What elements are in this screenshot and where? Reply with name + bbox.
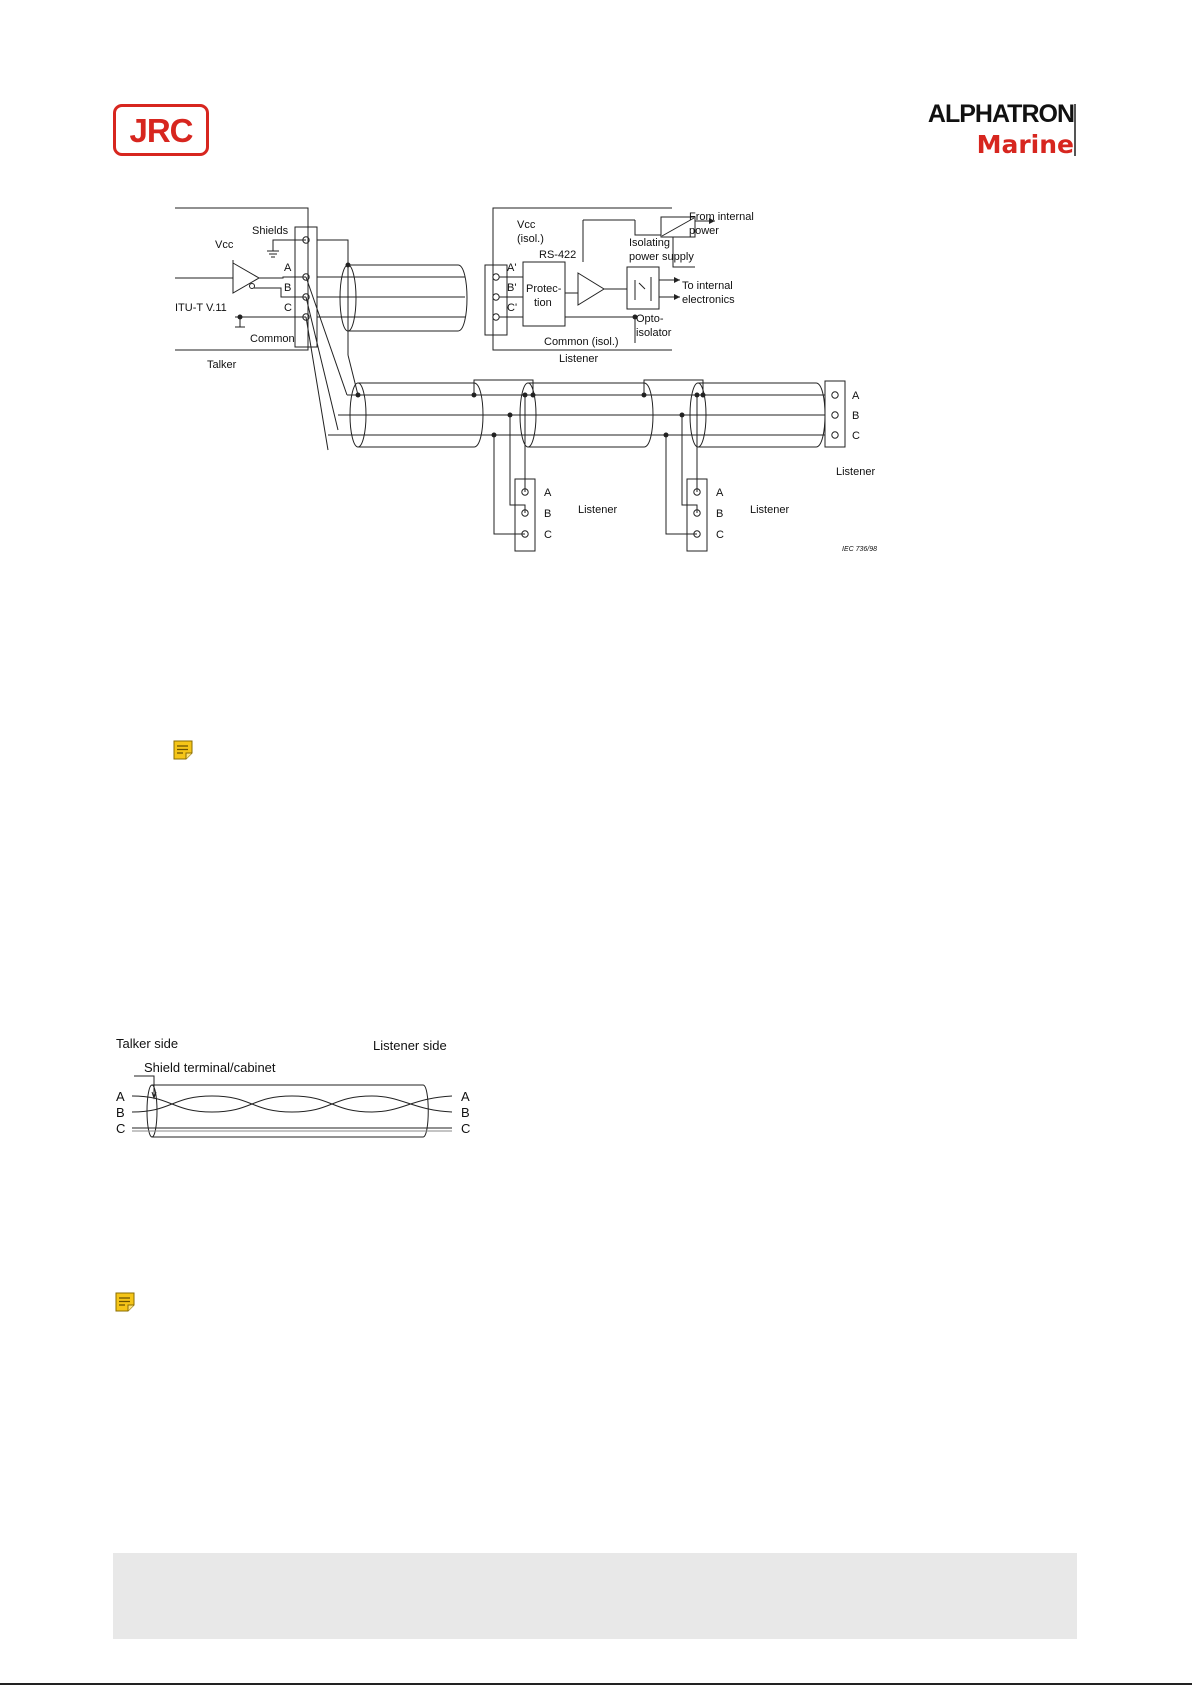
label-isol: (isol.) <box>517 233 544 245</box>
label-isolator: isolator <box>636 327 672 339</box>
jrc-logo <box>113 104 209 156</box>
label-a-left: A <box>116 1089 125 1104</box>
label-power-supply: power supply <box>629 251 694 263</box>
label-listener-end: Listener <box>836 466 876 478</box>
label-itu-t-v11: ITU-T V.11 <box>175 302 227 314</box>
label-a-right: A <box>461 1089 470 1104</box>
label-b-drop2: B <box>716 508 724 520</box>
label-shields: Shields <box>252 225 289 237</box>
label-tion: tion <box>534 297 552 309</box>
label-iec-ref: IEC 736/98 <box>842 546 878 553</box>
label-listener-drop1: Listener <box>578 504 618 516</box>
label-from-internal: From internal <box>689 211 754 223</box>
label-b-talker: B <box>284 282 292 294</box>
label-b-left: B <box>116 1105 125 1120</box>
alphatron-logo-brand: ALPHATRON <box>927 100 1074 128</box>
alphatron-logo-sub: Marine <box>976 130 1074 159</box>
jrc-logo-text: JRC <box>129 111 193 149</box>
label-common-isol: Common (isol.) <box>544 336 619 348</box>
label-rs422: RS-422 <box>539 249 577 261</box>
label-b-right: B <box>461 1105 470 1120</box>
label-talker: Talker <box>207 359 237 371</box>
note-icon <box>172 739 194 761</box>
label-vcc-listener: Vcc <box>517 219 536 231</box>
itu-v11-wiring-diagram <box>175 205 895 565</box>
label-b-end: B <box>852 410 860 422</box>
label-c-end: C <box>852 430 860 442</box>
page-footer <box>113 1553 1077 1639</box>
logo-divider <box>1074 104 1076 156</box>
label-b-prime: B' <box>507 282 517 294</box>
alphatron-marine-logo <box>928 100 1074 160</box>
label-talker-side: Talker side <box>116 1036 179 1051</box>
label-c-prime: C' <box>507 302 518 314</box>
label-listener-drop2: Listener <box>750 504 790 516</box>
label-vcc-talker: Vcc <box>215 239 234 251</box>
label-c-drop2: C <box>716 529 724 541</box>
label-c-left: C <box>116 1121 126 1136</box>
label-c-right: C <box>461 1121 471 1136</box>
label-isolating: Isolating <box>629 237 670 249</box>
label-common: Common <box>250 333 295 345</box>
label-c-drop1: C <box>544 529 552 541</box>
note-icon <box>114 1291 136 1313</box>
label-opto: Opto- <box>636 313 664 325</box>
label-electronics: electronics <box>682 294 735 306</box>
label-a-end: A <box>852 390 860 402</box>
twisted-pair-shield-diagram <box>112 1030 482 1150</box>
label-c-talker: C <box>284 302 292 314</box>
label-a-drop2: A <box>716 487 724 499</box>
label-listener-main: Listener <box>559 353 599 365</box>
label-listener-side: Listener side <box>373 1038 447 1053</box>
label-protec: Protec- <box>526 283 562 295</box>
label-a-drop1: A <box>544 487 552 499</box>
label-to-internal: To internal <box>682 280 733 292</box>
label-power: power <box>689 225 719 237</box>
label-shield-terminal: Shield terminal/cabinet <box>144 1060 276 1075</box>
label-a-talker: A <box>284 262 292 274</box>
label-a-prime: A' <box>507 262 517 274</box>
label-b-drop1: B <box>544 508 552 520</box>
